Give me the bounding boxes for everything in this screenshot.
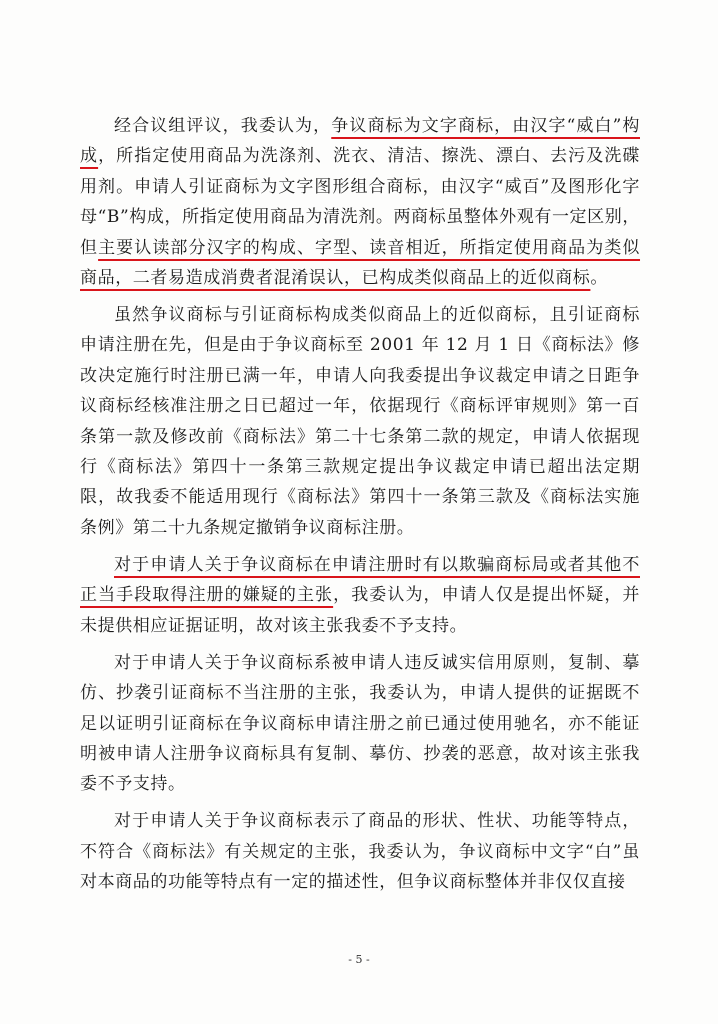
text-segment: 对于申请人关于争议商标系被申请人违反诚实信用原则，复制、摹仿、抄袭引证商标不当注册的主张，我委认为，申请人提供的证据既不足以证明引证商标在争议商标申请注册之前已通过使用驰名，亦不能证明被申请人注册争议商标具有复制、摹仿、抄袭的恶意，故对该主张我委不予支持。 xyxy=(80,652,640,795)
text-segment: 对于申请人关于争议商标表示了商品的形状、性状、功能等特点，不符合《商标法》有关规定的主张，我委认为，争议商标中文字“白”虽对本商品的功能等特点有一定的描述性，但争议商标整体并非仅仅直接 xyxy=(80,811,640,893)
paragraph-1 xyxy=(80,111,640,293)
paragraph-4 xyxy=(80,648,640,800)
text-segment: ，所指定使用商品为洗涤剂、洗衣、清洁、擦洗、漂白、去污及洗碟用剂。申请人引证商标为文字图形组合商标，由汉字“威百”及图形化字母“B”构成，所指定使用商品为清洗剂。两商标虽整体外观有一定区别，但 xyxy=(80,146,641,258)
text-segment: ，我委认为，申请人仅是提出怀疑，并未提供相应证据证明，故对该主张我委不予支持。 xyxy=(80,585,640,636)
underlined-text: 主要认读部分汉字的构成、字型、读音相近，所指定使用商品为类似商品，二者易造成消费者混淆误认，已构成类似商品上的近似商标 xyxy=(80,237,641,289)
text-segment: 经合议组评议，我委认为， xyxy=(114,116,332,136)
underlined-text: 对于申请人关于争议商标在申请注册时有以欺骗商标局或者其他不正当手段取得注册的嫌疑的主张 xyxy=(80,554,640,606)
paragraph-3 xyxy=(80,550,640,641)
text-segment: 。 xyxy=(590,268,609,289)
page-number: - 5 - xyxy=(348,953,370,966)
text-segment: 虽然争议商标与引证商标构成类似商品上的近似商标，且引证商标申请注册在先，但是由于争议商标至 2001 年 12 月 1 日《商标法》修改决定施行时注册已满一年，申请人向我委提出争议裁定申请之日距争议商标经核准注册之日已超过一年，依据现行《商标评审规则》第一百条第一款及修改前《商标法》第二十七条第二款的规定，申请人依据现行《商标法》第四十一条第三款规定提出争议裁定申请已超出法定期限，故我委不能适用现行《商标法》第四十一条第三款及《商标法实施条例》第二十九条规定撤销争议商标注册。 xyxy=(80,305,640,538)
paragraph-2 xyxy=(80,300,640,543)
underlined-text: 争议商标为文字商标，由汉字“威白”构成 xyxy=(80,116,640,167)
document-body xyxy=(80,111,640,904)
paragraph-5 xyxy=(80,806,640,897)
